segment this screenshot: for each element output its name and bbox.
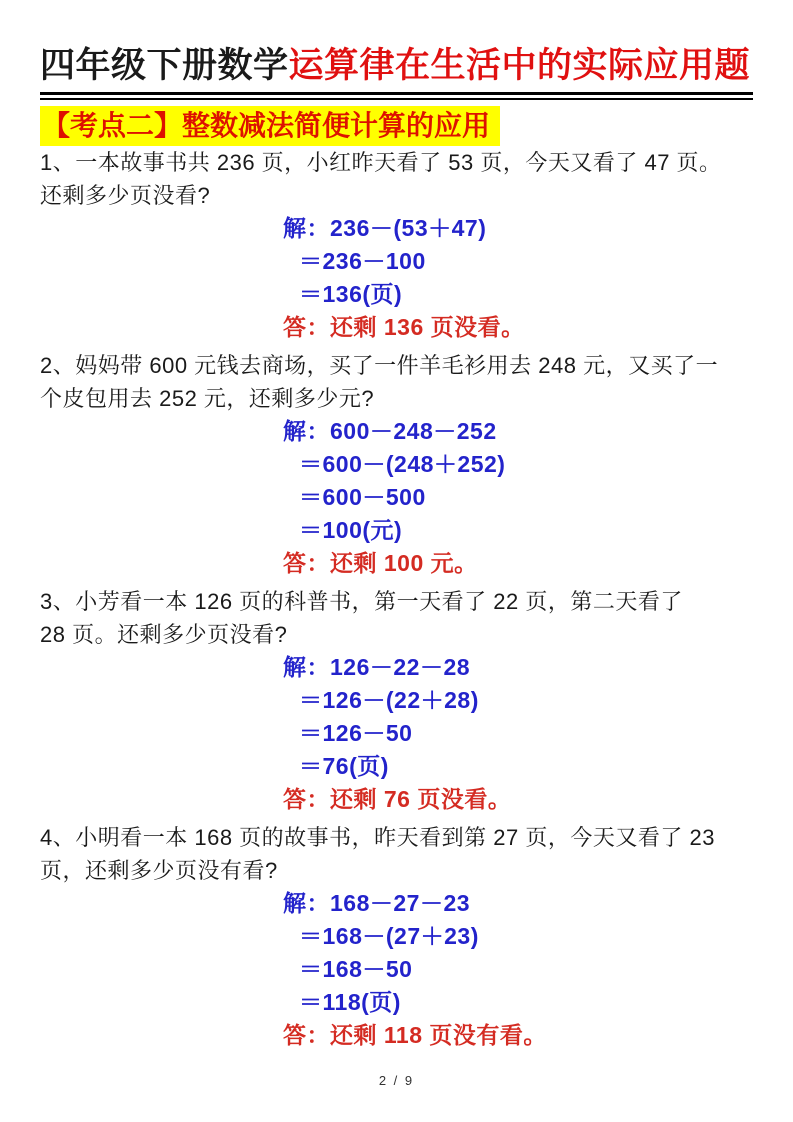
solution-line: 解：600－248－252 — [283, 418, 497, 444]
solution-line: ＝118(页) — [299, 989, 401, 1015]
question-line: 28 页。还剩多少页没看? — [40, 622, 288, 647]
solution-line: ＝76(页) — [299, 753, 389, 779]
solution-block — [283, 415, 753, 580]
solution-line: ＝126－(22＋28) — [299, 687, 479, 713]
problem-1 — [40, 146, 753, 344]
problem-4 — [40, 821, 753, 1052]
solution-line: ＝168－50 — [299, 956, 413, 982]
title-underline — [40, 92, 753, 100]
question-line: 2、妈妈带 600 元钱去商场，买了一件羊毛衫用去 248 元，又买了一 — [40, 353, 719, 378]
solution-line: ＝168－(27＋23) — [299, 923, 479, 949]
answer-line: 答：还剩 100 元。 — [283, 550, 478, 576]
title-topic: 运算律在生活中的实际应用题 — [288, 46, 751, 85]
question-line: 4、小明看一本 168 页的故事书，昨天看到第 27 页，今天又看了 23 — [40, 825, 715, 850]
solution-line: ＝600－500 — [299, 484, 426, 510]
solution-line: ＝136(页) — [299, 281, 403, 307]
solution-line: 解：236－(53＋47) — [283, 215, 487, 241]
section-heading: 【考点二】整数减法简便计算的应用 — [40, 106, 500, 146]
page-number: 2 / 9 — [378, 1073, 415, 1088]
solution-block — [283, 651, 753, 816]
answer-line: 答：还剩 76 页没看。 — [283, 786, 512, 812]
problem-3 — [40, 585, 753, 816]
problem-2 — [40, 349, 753, 580]
solution-block — [283, 212, 753, 344]
solution-block — [283, 887, 753, 1052]
page-title — [40, 44, 753, 88]
solution-line: ＝600－(248＋252) — [299, 451, 506, 477]
question-line: 还剩多少页没看? — [40, 183, 211, 208]
solution-line: 解：168－27－23 — [283, 890, 471, 916]
solution-line: 解：126－22－28 — [283, 654, 471, 680]
title-course: 四年级下册数学 — [40, 46, 289, 85]
solution-line: ＝100(元) — [299, 517, 403, 543]
answer-line: 答：还剩 118 页没有看。 — [283, 1022, 547, 1048]
question-line: 个皮包用去 252 元，还剩多少元? — [40, 386, 375, 411]
question-line: 3、小芳看一本 126 页的科普书，第一天看了 22 页，第二天看了 — [40, 589, 683, 614]
solution-line: ＝126－50 — [299, 720, 413, 746]
question-line: 1、一本故事书共 236 页，小红昨天看了 53 页，今天又看了 47 页。 — [40, 150, 722, 175]
answer-line: 答：还剩 136 页没看。 — [283, 314, 525, 340]
solution-line: ＝236－100 — [299, 248, 426, 274]
page-footer — [0, 1073, 793, 1088]
question-line: 页，还剩多少页没有看? — [40, 858, 278, 883]
